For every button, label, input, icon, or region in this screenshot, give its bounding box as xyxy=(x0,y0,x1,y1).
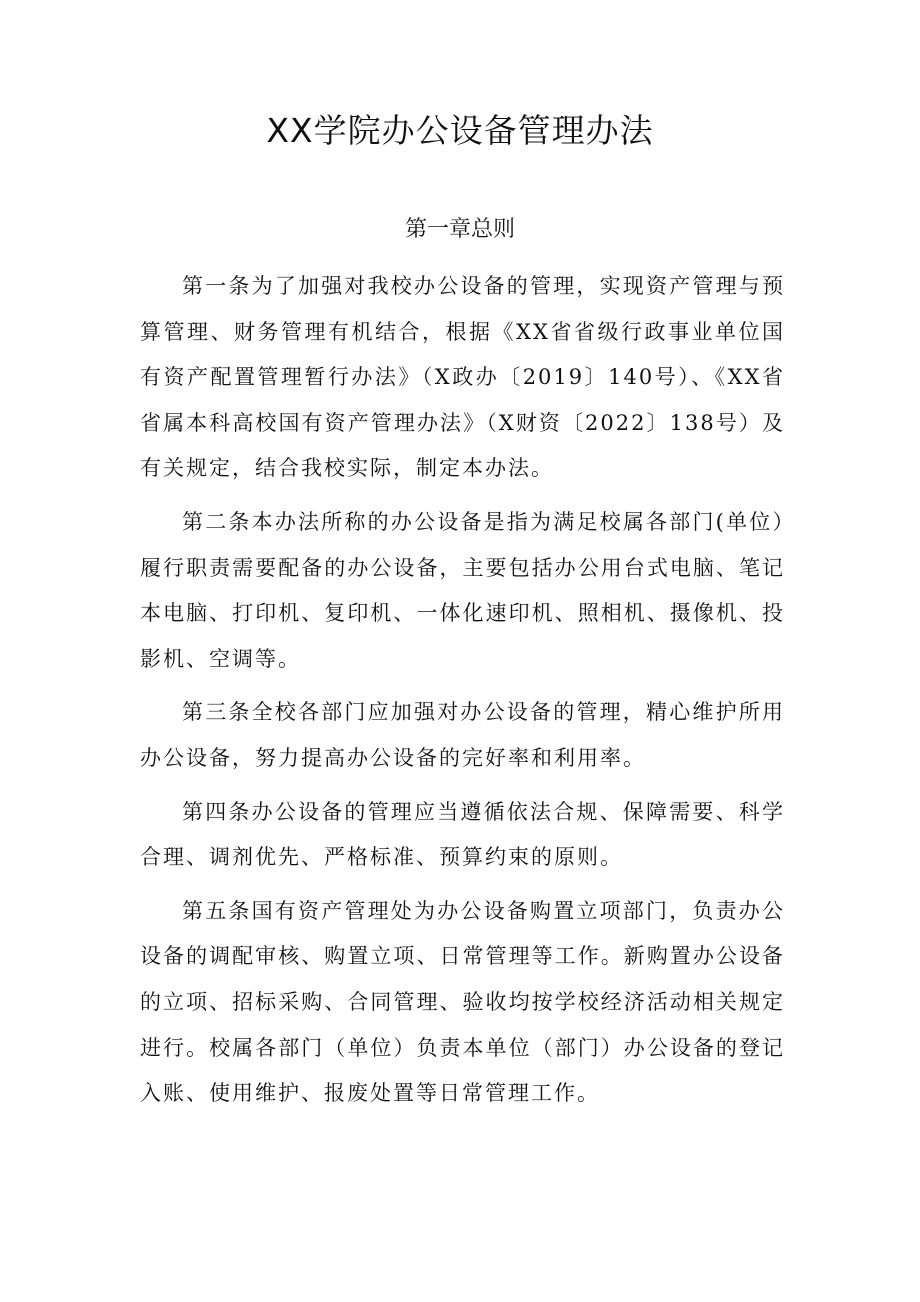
article-3: 第三条全校各部门应加强对办公设备的管理，精心维护所用办公设备，努力提高办公设备的完好率和利用率。 xyxy=(140,700,785,770)
document-title: XX学院办公设备管理办法 xyxy=(266,111,654,150)
chapter-title: 第一章总则 xyxy=(404,217,515,242)
article-1: 第一条为了加强对我校办公设备的管理，实现资产管理与预算管理、财务管理有机结合，根据《XX省省级行政事业单位国有资产配置管理暂行办法》（X政办〔2019〕140号）、《XX省省属本科高校国有资产管理办法》（X财资〔2022〕138号）及有关规定，结合我校实际，制定本办法。 xyxy=(140,274,785,481)
article-4: 第四条办公设备的管理应当遵循依法合规、保障需要、科学合理、调剂优先、严格标准、预算约束的原则。 xyxy=(140,799,785,870)
document-body xyxy=(140,264,785,1125)
article-5: 第五条国有资产管理处为办公设备购置立项部门，负责办公设备的调配审核、购置立项、日常管理等工作。新购置办公设备的立项、招标采购、合同管理、验收均按学校经济活动相关规定进行。校属各部门（单位）负责本单位（部门）办公设备的登记入账、使用维护、报废处置等日常管理工作。 xyxy=(140,898,785,1106)
article-2: 第二条本办法所称的办公设备是指为满足校属各部门(单位）履行职责需要配备的办公设备，主要包括办公用台式电脑、笔记本电脑、打印机、复印机、一体化速印机、照相机、摄像机、投影机、空调等。 xyxy=(140,509,785,671)
